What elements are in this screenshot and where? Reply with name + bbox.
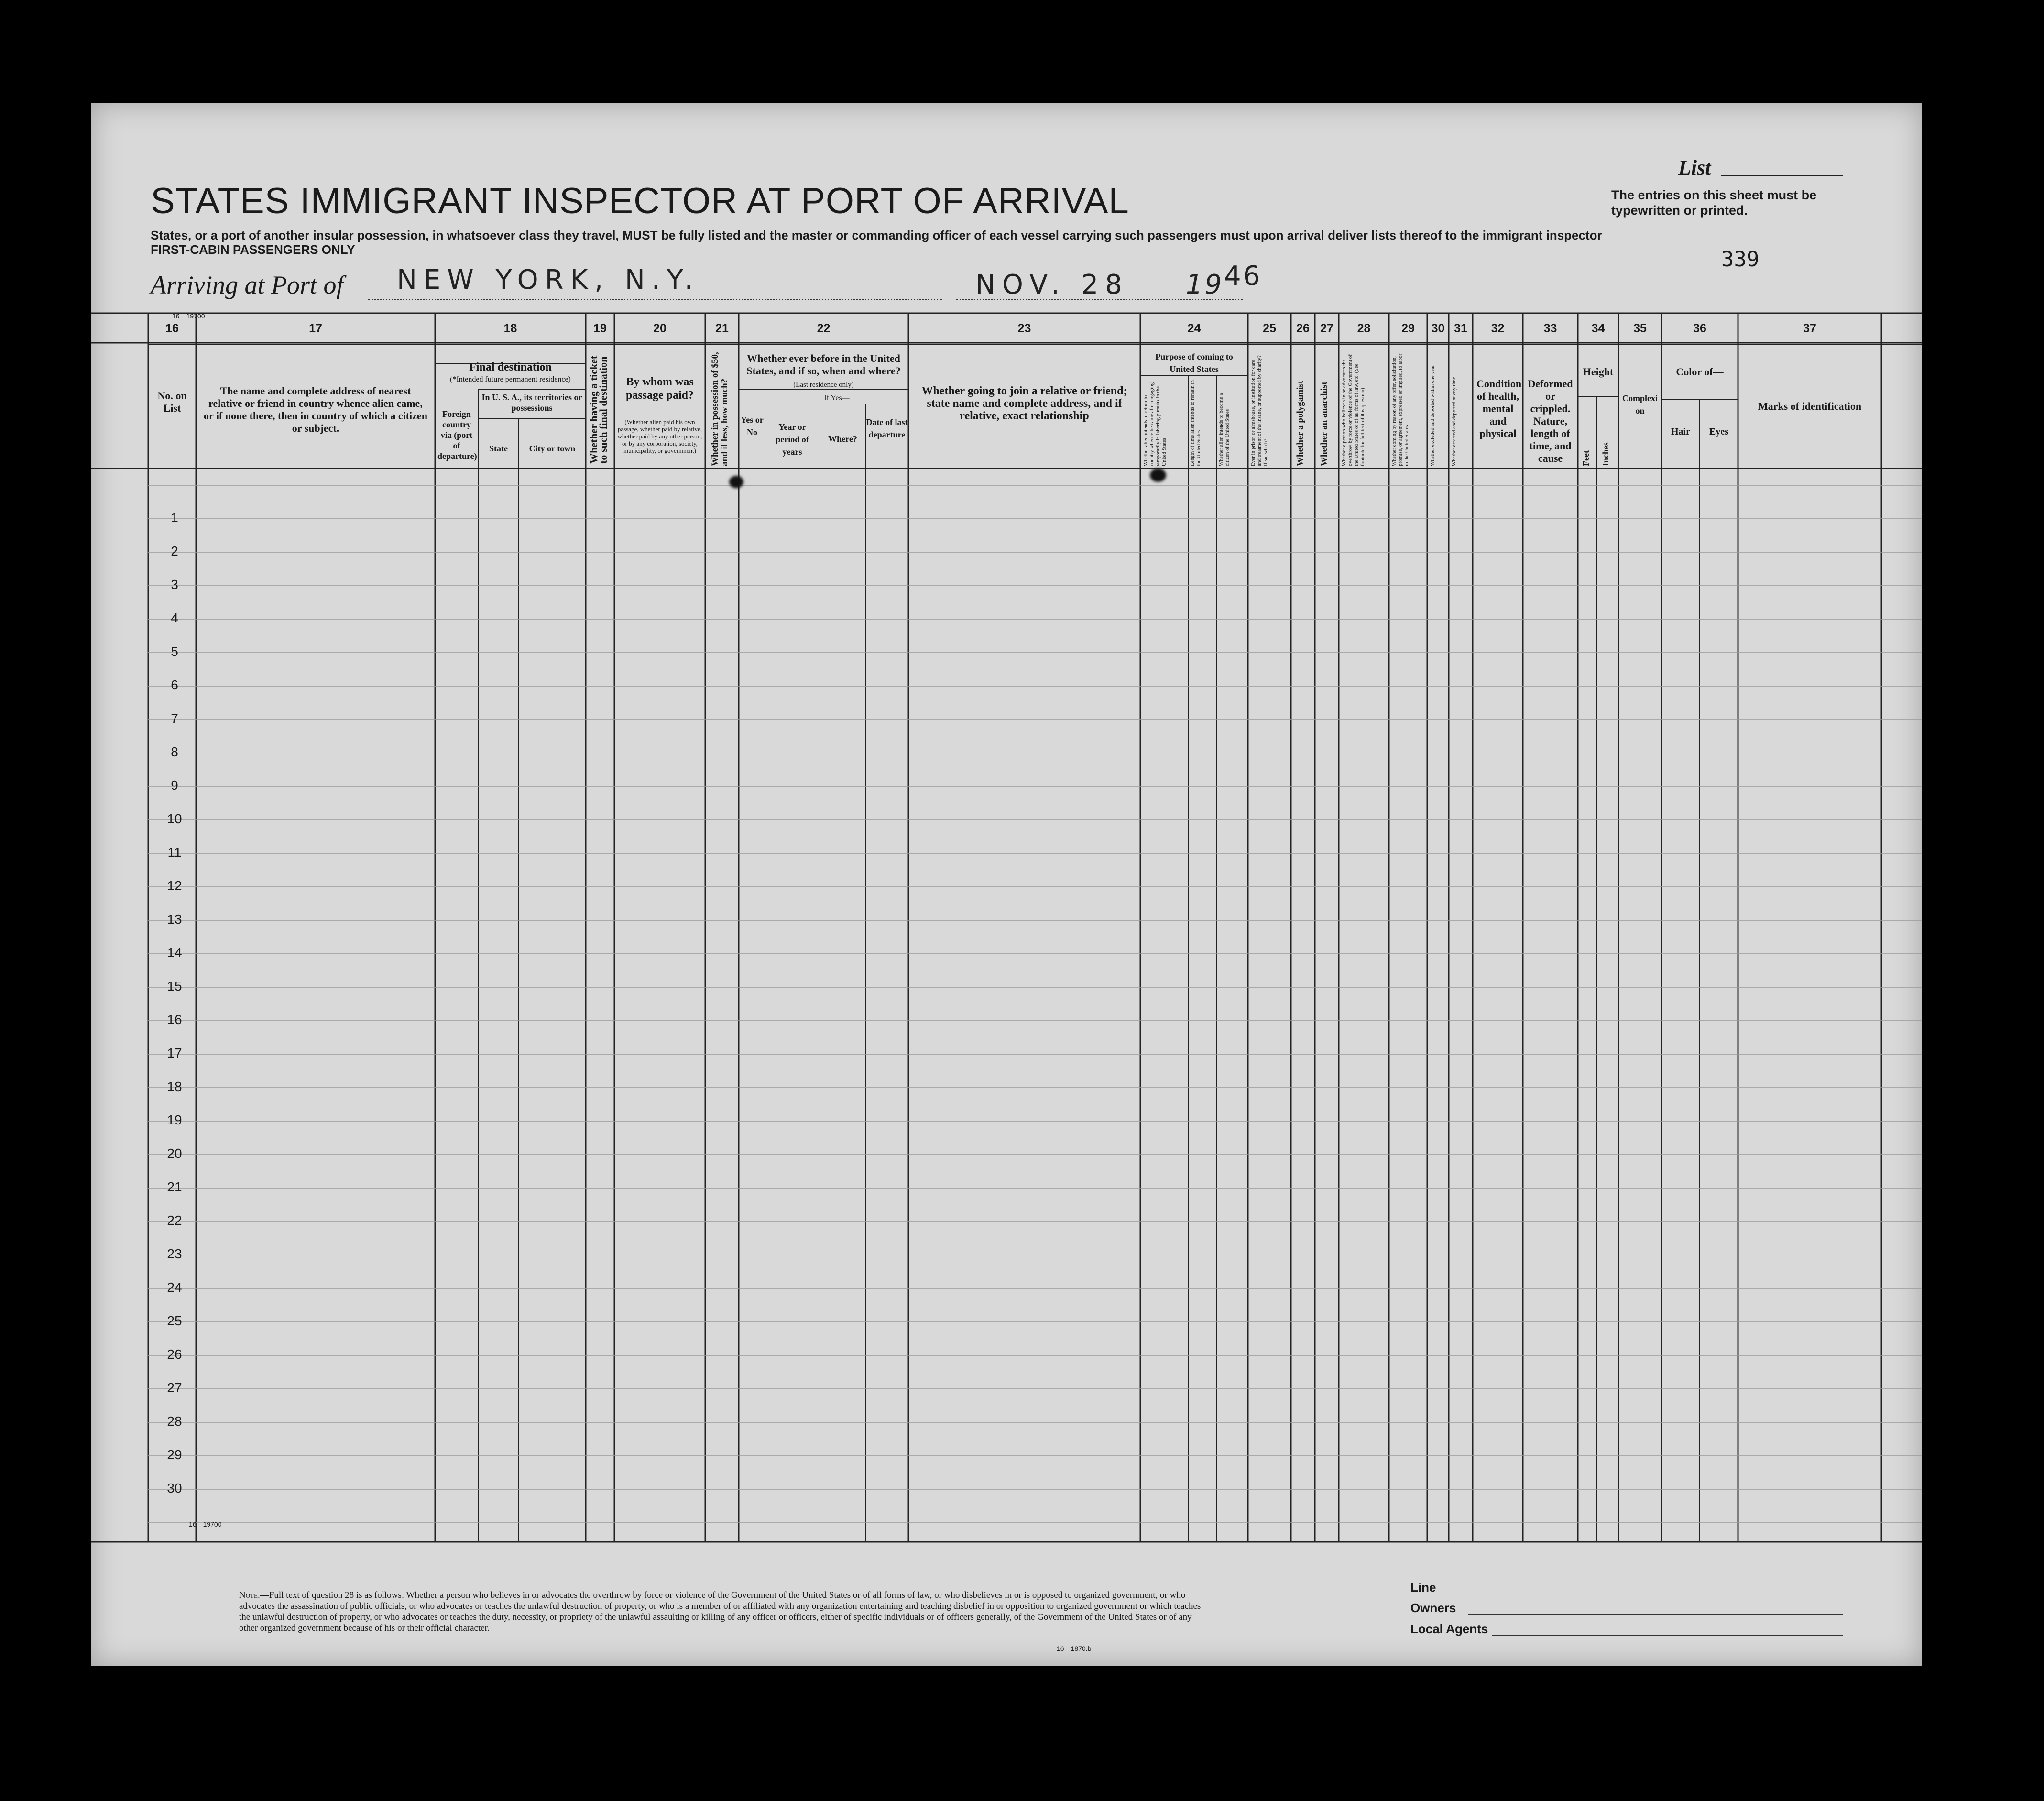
colnum-33: 33 [1543, 322, 1557, 335]
header-eyes: Eyes [1709, 426, 1728, 437]
header-date-last-departure: Date of last departure [866, 417, 908, 439]
header-join-relative: Whether going to join a relative or friend; state name and complete address, and if relative, exact relationship [921, 385, 1127, 422]
local-agents-label: Local Agents [1410, 1622, 1488, 1636]
row-number: 22 [167, 1213, 182, 1228]
header-final-destination: Final destination [469, 361, 552, 373]
year-handwritten: 46 [1224, 261, 1262, 292]
row-number: 7 [171, 711, 178, 726]
header-marks-identification: Marks of identification [1758, 400, 1862, 412]
row-number: 15 [167, 979, 182, 993]
header-purpose: Purpose of coming to United States [1155, 352, 1233, 374]
header-return-intent: Whether alien intends to return to country whence he came after engaging temporarily in laboring pursuits in the United States [1143, 382, 1167, 466]
header-final-destination-note: (*Intended future permanent residence) [450, 375, 571, 383]
colnum-37: 37 [1803, 322, 1816, 335]
local-agents-field [1492, 1635, 1843, 1636]
ink-smudge [1150, 469, 1166, 482]
colnum-17: 17 [309, 322, 322, 335]
header-length-of-stay: Length of time alien intends to remain in the United States [1190, 380, 1202, 466]
header-if-yes: If Yes— [824, 394, 850, 402]
colnum-16: 16 [165, 322, 179, 335]
header-feet: Feet [1581, 450, 1591, 466]
subtitle-line-2: FIRST-CABIN PASSENGERS ONLY [151, 242, 355, 257]
year-prefix: 19 [1186, 269, 1224, 300]
colnum-30: 30 [1431, 322, 1445, 335]
colnum-34: 34 [1591, 322, 1605, 335]
colnum-19: 19 [593, 322, 607, 335]
footer-form-id: 16—19700 [189, 1520, 222, 1528]
row-number: 13 [167, 912, 182, 927]
arriving-label: Arriving at Port of [151, 271, 344, 299]
header-inches: Inches [1601, 442, 1610, 466]
row-number: 28 [167, 1414, 182, 1429]
ink-smudge [729, 476, 743, 488]
header-prison-almshouse: Ever in prison or almshouse, or institution for care and treatment of the insane, or supported by charity? If so, which? [1250, 355, 1268, 466]
row-number: 27 [167, 1380, 182, 1395]
date-handwritten: NOV. 28 [975, 269, 1129, 300]
colnum-23: 23 [1017, 322, 1031, 335]
line-label: Line [1410, 1580, 1436, 1594]
question-28-note [239, 1590, 1210, 1634]
row-number: 23 [167, 1246, 182, 1261]
header-in-usa: In U. S. A., its territories or possessions [481, 393, 582, 413]
header-become-citizen: Whether alien intends to become a citizen of the United States [1218, 393, 1230, 466]
colnum-25: 25 [1263, 322, 1276, 335]
row-number: 4 [171, 611, 178, 625]
row-number: 21 [167, 1179, 182, 1194]
colnum-18: 18 [503, 322, 517, 335]
row-number: 6 [171, 677, 178, 692]
header-foreign-country: Foreign country via (port of departure) [437, 409, 477, 461]
header-city-or-town: City or town [529, 444, 576, 453]
form-id: 16—19700 [172, 312, 205, 320]
note-form-id: 16—1870.b [1057, 1645, 1092, 1652]
entries-note: The entries on this sheet must be typewritten or printed. [1611, 188, 1817, 218]
row-number: 18 [167, 1079, 182, 1094]
header-excluded-deported: Whether excluded and deported within one year [1430, 365, 1435, 466]
header-hair: Hair [1671, 426, 1690, 437]
header-condition-health: Condition of health, mental and physical [1476, 378, 1522, 439]
header-complexion: Complexion [1622, 393, 1658, 415]
row-number: 5 [171, 644, 178, 659]
note-lead: Note. [239, 1590, 260, 1600]
list-label: List [1678, 156, 1711, 179]
row-number: 30 [167, 1481, 182, 1495]
row-number: 11 [167, 845, 182, 860]
header-last-residence: (Last residence only) [793, 381, 854, 389]
colnum-31: 31 [1454, 322, 1467, 335]
header-year-period: Year or period of years [776, 422, 809, 457]
header-possession-50: Whether in possession of $50, and if less, how much? [710, 352, 730, 466]
row-number: 1 [171, 510, 178, 525]
row-number: 17 [167, 1046, 182, 1060]
colnum-24: 24 [1187, 322, 1201, 335]
row-number: 3 [171, 577, 178, 592]
header-by-whom-paid-note: (Whether alien paid his own passage, whether paid by relative, whether paid by any other person, or by any corporation, society, municipality, or government) [617, 418, 702, 454]
row-number: 14 [167, 945, 182, 960]
header-nearest-relative: The name and complete address of nearest relative or friend in country whence alien came, or if none there, then in country of which a citizen or subject. [204, 385, 427, 434]
header-ticket-final-destination: Whether having a ticket to such final destination [588, 355, 609, 464]
header-color-of: Color of— [1676, 366, 1724, 378]
header-labor-offer: Whether coming by reason of any offer, solicitation, promise, or agreement, expressed or implied, to labor in the United States [1391, 353, 1410, 466]
row-number: 2 [171, 544, 178, 558]
colnum-26: 26 [1296, 322, 1310, 335]
note-text: —Full text of question 28 is as follows: Whether a person who believes in or advocates the overthrow by force or violence of the Government of the United States or of all forms of law, or who disbelieves in or is opposed to organized government, or who advocates the assassination of public officials, or who advocates or teaches the unlawful destruction of property, or who is a member of or affiliated with any organization entertaining and teaching disbelief in or opposition to organized government or which teaches the unlawful destruction of property, or who advocates or teaches the duty, necessity, or propriety of the unlawful assaulting or killing of any officer or officers, either of specific individuals or of officers generally, of the Government of the United States or of any other organized government because of his or their official character. [239, 1590, 1201, 1633]
colnum-21: 21 [715, 322, 729, 335]
row-number: 19 [167, 1113, 182, 1127]
header-arrested-deported: Whether arrested and deported at any time [1451, 377, 1457, 466]
colnum-22: 22 [817, 322, 831, 335]
header-no-on-list: No. on List [157, 390, 187, 414]
row-number: 25 [167, 1313, 182, 1328]
colnum-29: 29 [1401, 322, 1415, 335]
owners-label: Owners [1410, 1601, 1456, 1615]
header-state: State [489, 444, 508, 453]
manifest-sheet [91, 103, 1922, 1666]
row-number: 12 [167, 878, 182, 893]
header-yes-or-no: Yes or No [741, 415, 764, 437]
row-number: 8 [171, 744, 178, 759]
row-number: 16 [167, 1012, 182, 1027]
colnum-35: 35 [1633, 322, 1647, 335]
colnum-32: 32 [1491, 322, 1505, 335]
colnum-20: 20 [653, 322, 667, 335]
colnum-27: 27 [1320, 322, 1334, 335]
form-grid [91, 103, 1922, 1666]
port-handwritten: NEW YORK, N.Y. [397, 264, 700, 295]
row-number: 10 [167, 811, 182, 826]
page-title: STATES IMMIGRANT INSPECTOR AT PORT OF ARRIVAL [151, 181, 1129, 221]
header-ever-before-us: Whether ever before in the United States, and if so, when and where? [746, 352, 901, 377]
header-anarchist: Whether an anarchist [1319, 382, 1329, 466]
sheet-number: 339 [1721, 247, 1760, 272]
colnum-28: 28 [1357, 322, 1371, 335]
row-number: 20 [167, 1146, 182, 1161]
header-by-whom-paid: By whom was passage paid? [625, 376, 694, 402]
header-overthrow: Whether a person who believes in or advocates the overthrow by force or violence of the Government of the United States or of all forms of law, etc. (See footnote for full text of this question) [1341, 354, 1366, 466]
row-number: 29 [167, 1447, 182, 1462]
colnum-36: 36 [1693, 322, 1706, 335]
header-deformed: Deformed or crippled. Nature, length of time, and cause [1528, 378, 1573, 464]
header-where: Where? [828, 434, 857, 444]
subtitle-line-1: States, or a port of another insular possession, in whatsoever class they travel, MUST be fully listed and the master or commanding officer of each vessel carrying such passengers must upon arrival deliver lists thereof to the immigrant inspector [151, 228, 1602, 242]
row-number: 24 [167, 1280, 182, 1295]
row-number: 9 [171, 778, 178, 793]
header-polygamist: Whether a polygamist [1295, 380, 1305, 466]
owners-field [1468, 1614, 1843, 1615]
row-number: 26 [167, 1347, 182, 1362]
header-height: Height [1583, 366, 1614, 378]
